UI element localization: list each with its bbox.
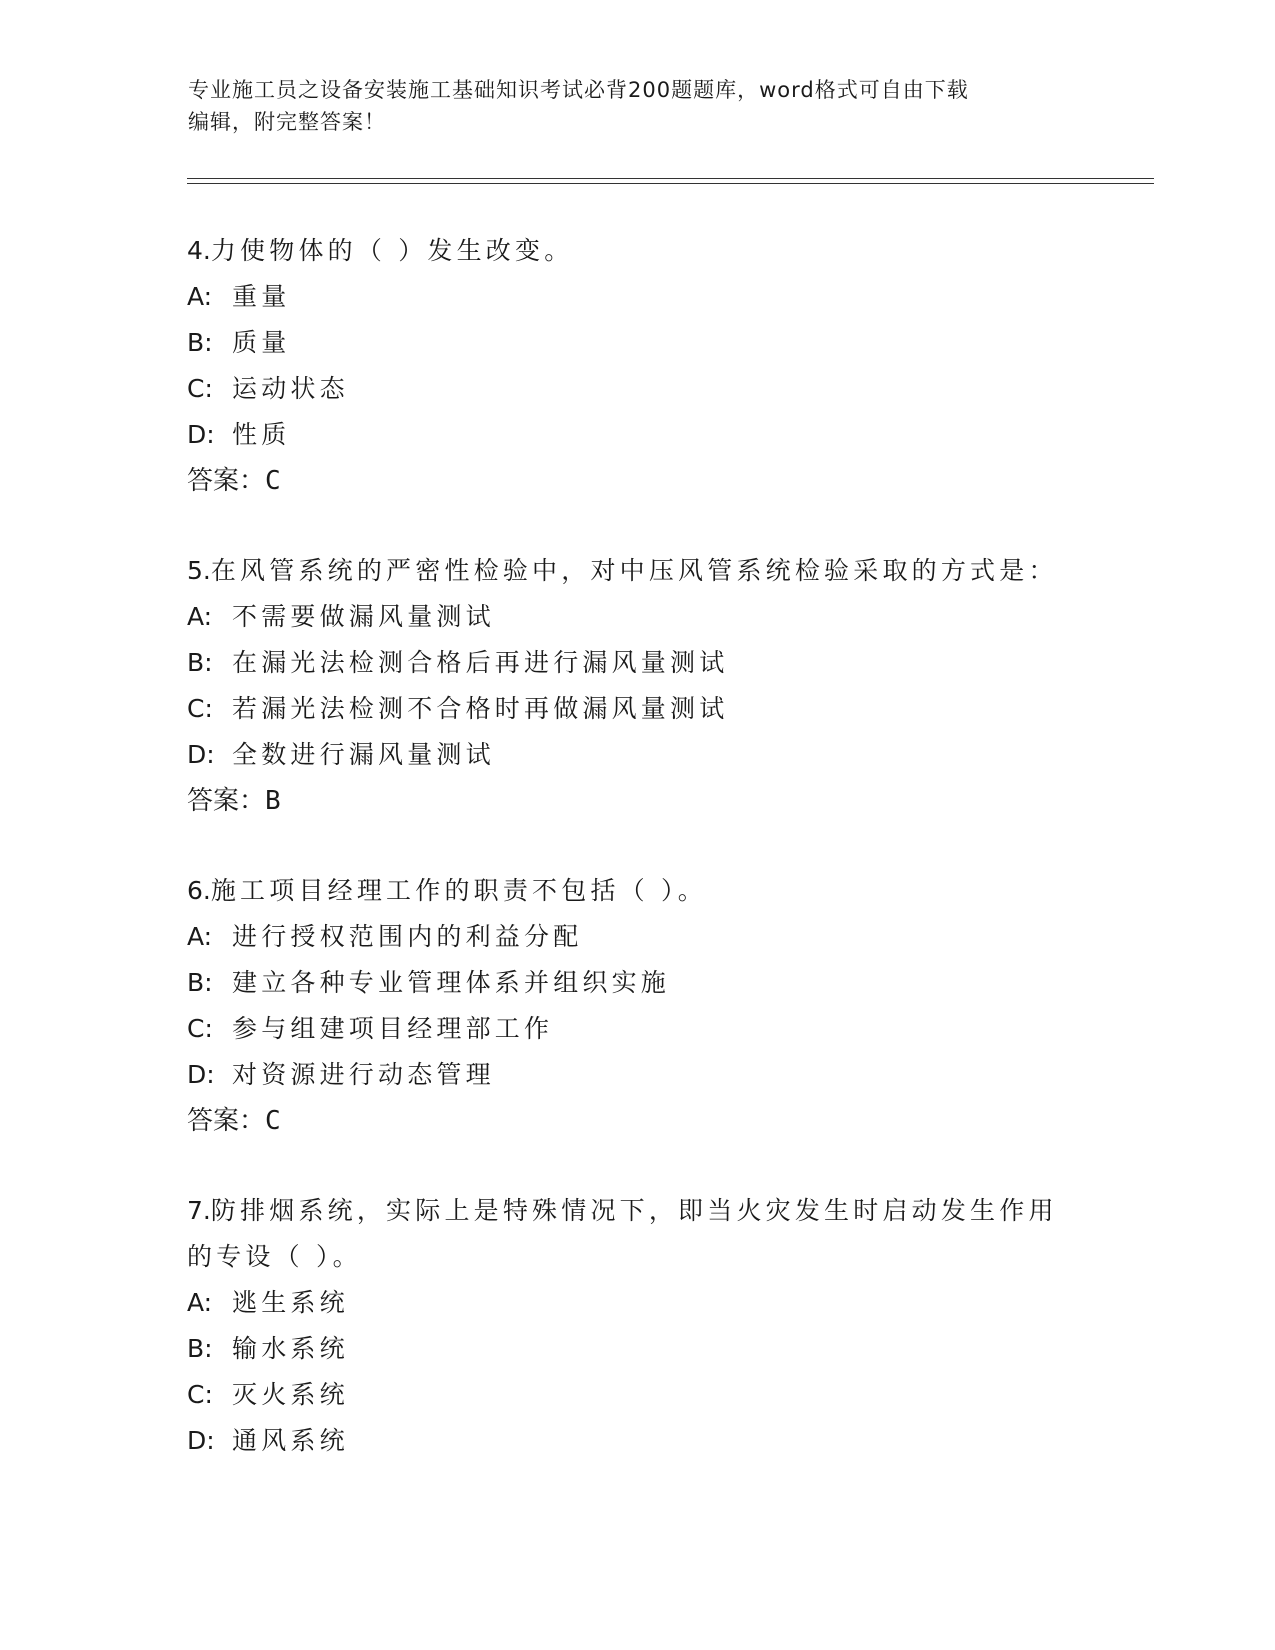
answer-label: 答案： [187, 466, 266, 496]
option-text: 建立各种专业管理体系并组织实施 [232, 968, 671, 997]
option-c [187, 1372, 1058, 1418]
option-letter: D: [187, 1426, 215, 1455]
question-text: 在风管系统的严密性检验中，对中压风管系统检验采取的方式是： [210, 556, 1058, 585]
answer-label: 答案： [187, 1106, 266, 1136]
option-letter: C: [187, 1380, 213, 1409]
answer-line [187, 778, 1058, 824]
option-letter: B: [187, 648, 213, 677]
question-number: 6. [187, 876, 211, 905]
answer-line [187, 458, 573, 504]
option-text: 全数进行漏风量测试 [232, 740, 495, 769]
answer-value: B [265, 786, 281, 816]
question-7 [187, 1188, 1058, 1464]
option-letter: D: [187, 740, 215, 769]
option-letter: A: [187, 282, 213, 311]
option-text: 重量 [232, 282, 291, 311]
question-text-continued: 的专设（ ）。 [187, 1242, 362, 1271]
option-letter: B: [187, 328, 213, 357]
question-title [187, 868, 707, 914]
question-title [187, 548, 1058, 594]
option-letter: C: [187, 694, 213, 723]
option-text: 在漏光法检测合格后再进行漏风量测试 [232, 648, 729, 677]
option-text: 进行授权范围内的利益分配 [232, 922, 583, 951]
option-letter: B: [187, 1334, 213, 1363]
option-b [187, 1326, 1058, 1372]
question-6 [187, 868, 707, 1144]
header-line-1: 专业施工员之设备安装施工基础知识考试必背200题题库，word格式可自由下载 [188, 78, 969, 102]
question-5 [187, 548, 1058, 824]
question-4 [187, 228, 573, 504]
option-text: 对资源进行动态管理 [232, 1060, 495, 1089]
option-letter: A: [187, 922, 213, 951]
question-title [187, 1188, 1058, 1234]
option-text: 逃生系统 [232, 1288, 349, 1317]
question-number: 7. [187, 1196, 211, 1225]
option-b [187, 640, 1058, 686]
option-text: 输水系统 [232, 1334, 349, 1363]
answer-value: C [265, 1106, 281, 1136]
option-d [187, 412, 573, 458]
option-text: 参与组建项目经理部工作 [232, 1014, 554, 1043]
option-text: 质量 [232, 328, 291, 357]
option-letter: A: [187, 1288, 213, 1317]
option-text: 性质 [232, 420, 291, 449]
question-text: 防排烟系统，实际上是特殊情况下，即当火灾发生时启动发生作用 [210, 1196, 1058, 1225]
option-b [187, 960, 707, 1006]
option-c [187, 366, 573, 412]
option-a [187, 914, 707, 960]
question-text: 施工项目经理工作的职责不包括（ ）。 [210, 876, 707, 905]
option-b [187, 320, 573, 366]
option-c [187, 1006, 707, 1052]
question-text: 力使物体的（ ）发生改变。 [210, 236, 574, 265]
header-line-2: 编辑，附完整答案！ [188, 110, 386, 134]
answer-label: 答案： [187, 786, 266, 816]
answer-value: C [265, 466, 281, 496]
option-d [187, 1418, 1058, 1464]
answer-line [187, 1098, 707, 1144]
option-letter: A: [187, 602, 213, 631]
option-letter: C: [187, 1014, 213, 1043]
option-d [187, 732, 1058, 778]
document-header [188, 74, 1088, 138]
option-letter: B: [187, 968, 213, 997]
question-number: 4. [187, 236, 211, 265]
option-d [187, 1052, 707, 1098]
question-number: 5. [187, 556, 211, 585]
option-text: 若漏光法检测不合格时再做漏风量测试 [232, 694, 729, 723]
option-a [187, 1280, 1058, 1326]
question-title [187, 228, 573, 274]
header-divider-top [187, 178, 1154, 179]
option-a [187, 594, 1058, 640]
option-letter: C: [187, 374, 213, 403]
header-divider-bottom [187, 183, 1154, 184]
option-letter: D: [187, 420, 215, 449]
option-text: 灭火系统 [232, 1380, 349, 1409]
option-text: 不需要做漏风量测试 [232, 602, 495, 631]
option-a [187, 274, 573, 320]
option-letter: D: [187, 1060, 215, 1089]
option-text: 运动状态 [232, 374, 349, 403]
option-c [187, 686, 1058, 732]
option-text: 通风系统 [232, 1426, 349, 1455]
